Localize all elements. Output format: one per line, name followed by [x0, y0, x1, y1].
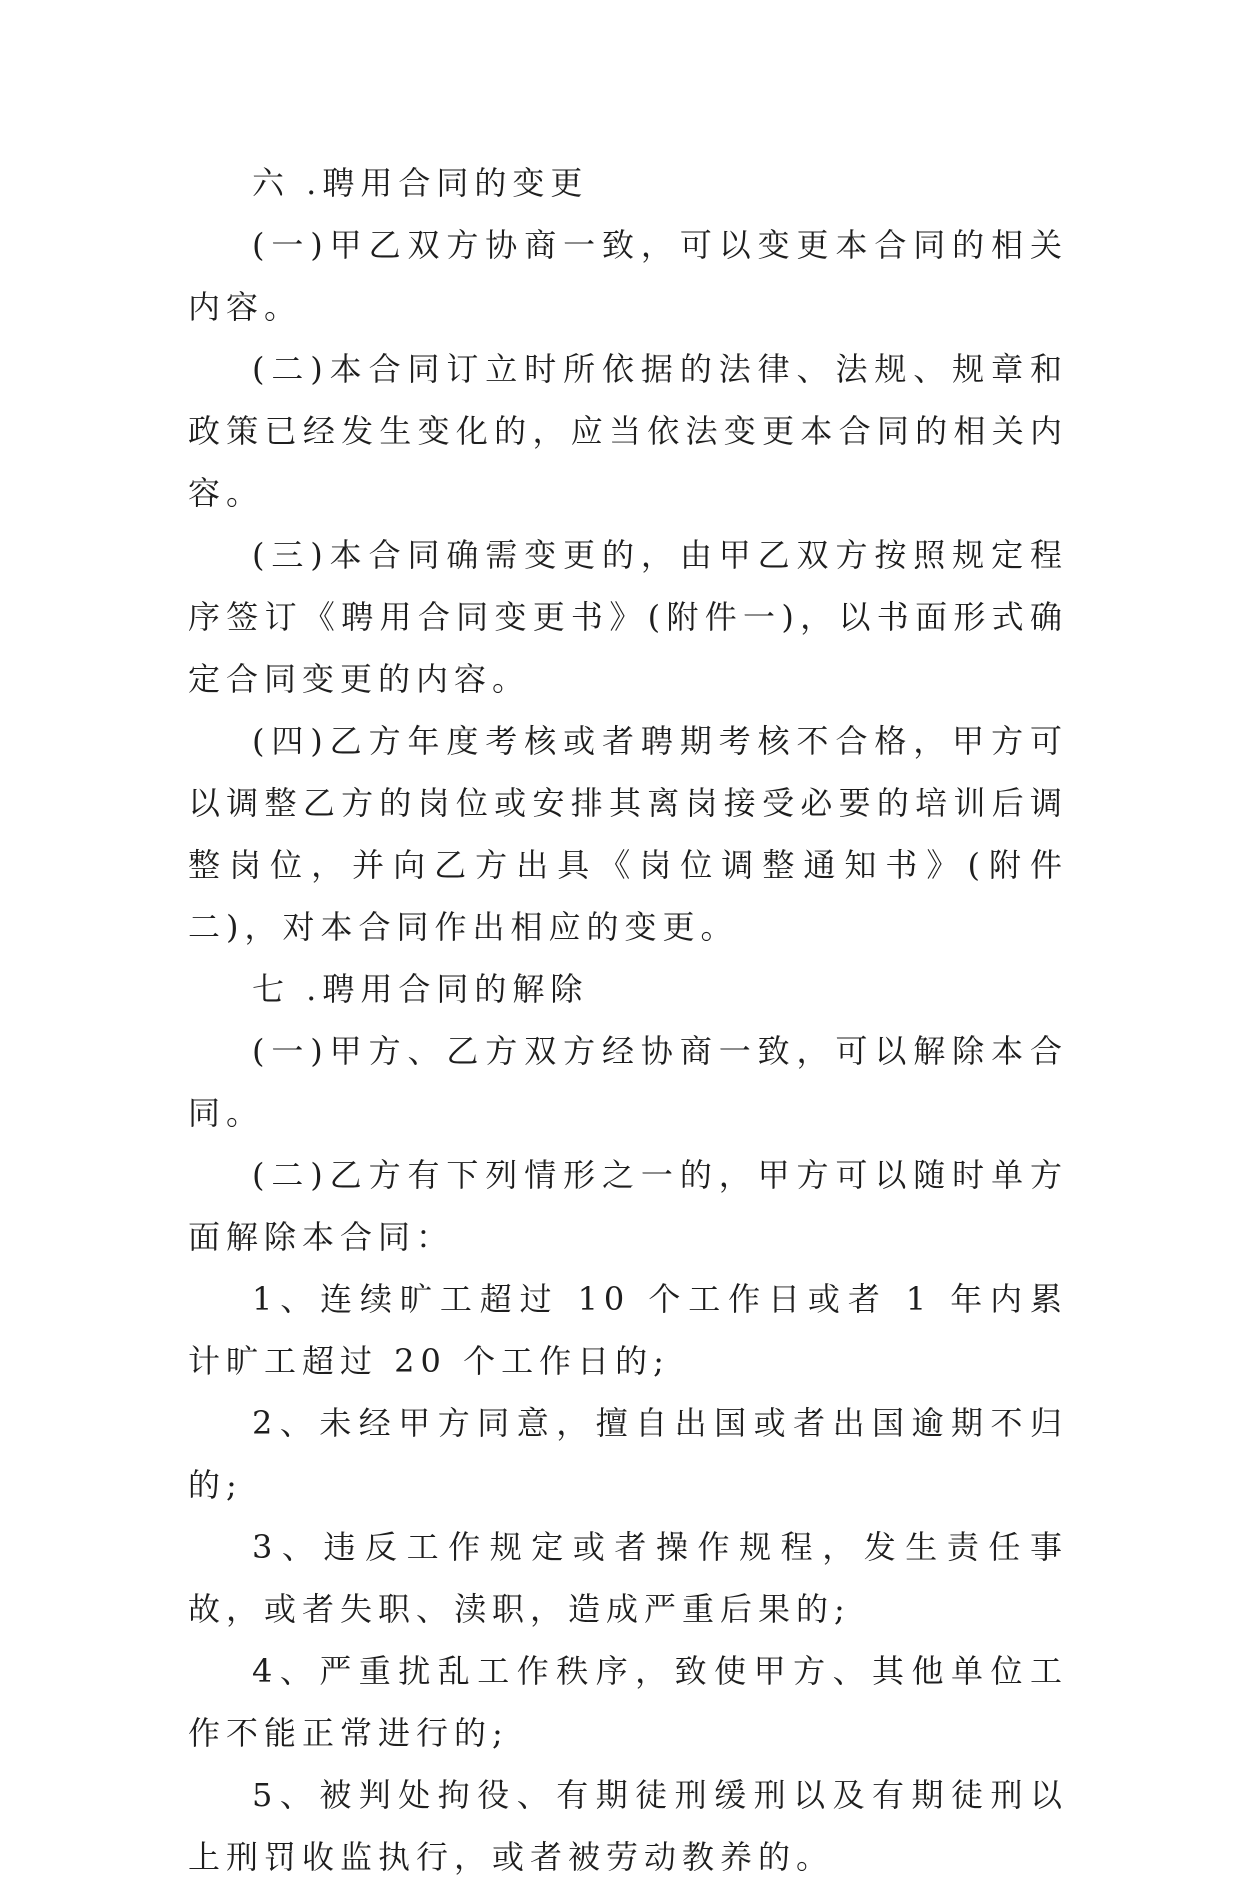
clause-6-2: (二)本合同订立时所依据的法律、法规、规章和政策已经发生变化的，应当依法变更本合同的相关内容。: [188, 350, 1068, 512]
clause-7-2-item-2: 2、未经甲方同意，擅自出国或者出国逾期不归的;: [188, 1404, 1068, 1504]
clause-6-4: (四)乙方年度考核或者聘期考核不合格，甲方可以调整乙方的岗位或安排其离岗接受必要的培训后调整岗位，并向乙方出具《岗位调整通知书》(附件二)，对本合同作出相应的变更。: [188, 722, 1068, 946]
section-heading-6: 六 .聘用合同的变更: [252, 164, 589, 202]
section-heading-7: 七 .聘用合同的解除: [252, 970, 589, 1008]
clause-7-1: (一)甲方、乙方双方经协商一致，可以解除本合同。: [188, 1032, 1068, 1132]
clause-7-2-item-3: 3、违反工作规定或者操作规程，发生责任事故，或者失职、渎职，造成严重后果的;: [188, 1528, 1068, 1628]
clause-7-2-item-5: 5、被判处拘役、有期徒刑缓刑以及有期徒刑以上刑罚收监执行，或者被劳动教养的。: [188, 1776, 1068, 1876]
clause-7-2-item-4: 4、严重扰乱工作秩序，致使甲方、其他单位工作不能正常进行的;: [188, 1652, 1068, 1752]
clause-7-2: (二)乙方有下列情形之一的，甲方可以随时单方面解除本合同：: [188, 1156, 1068, 1256]
document-body: [188, 152, 1068, 1888]
clause-6-3: (三)本合同确需变更的，由甲乙双方按照规定程序签订《聘用合同变更书》(附件一)，以书面形式确定合同变更的内容。: [188, 536, 1068, 698]
clause-6-1: (一)甲乙双方协商一致，可以变更本合同的相关内容。: [188, 226, 1068, 326]
clause-7-2-item-1: 1、连续旷工超过 10 个工作日或者 1 年内累计旷工超过 20 个工作日的;: [188, 1280, 1068, 1380]
